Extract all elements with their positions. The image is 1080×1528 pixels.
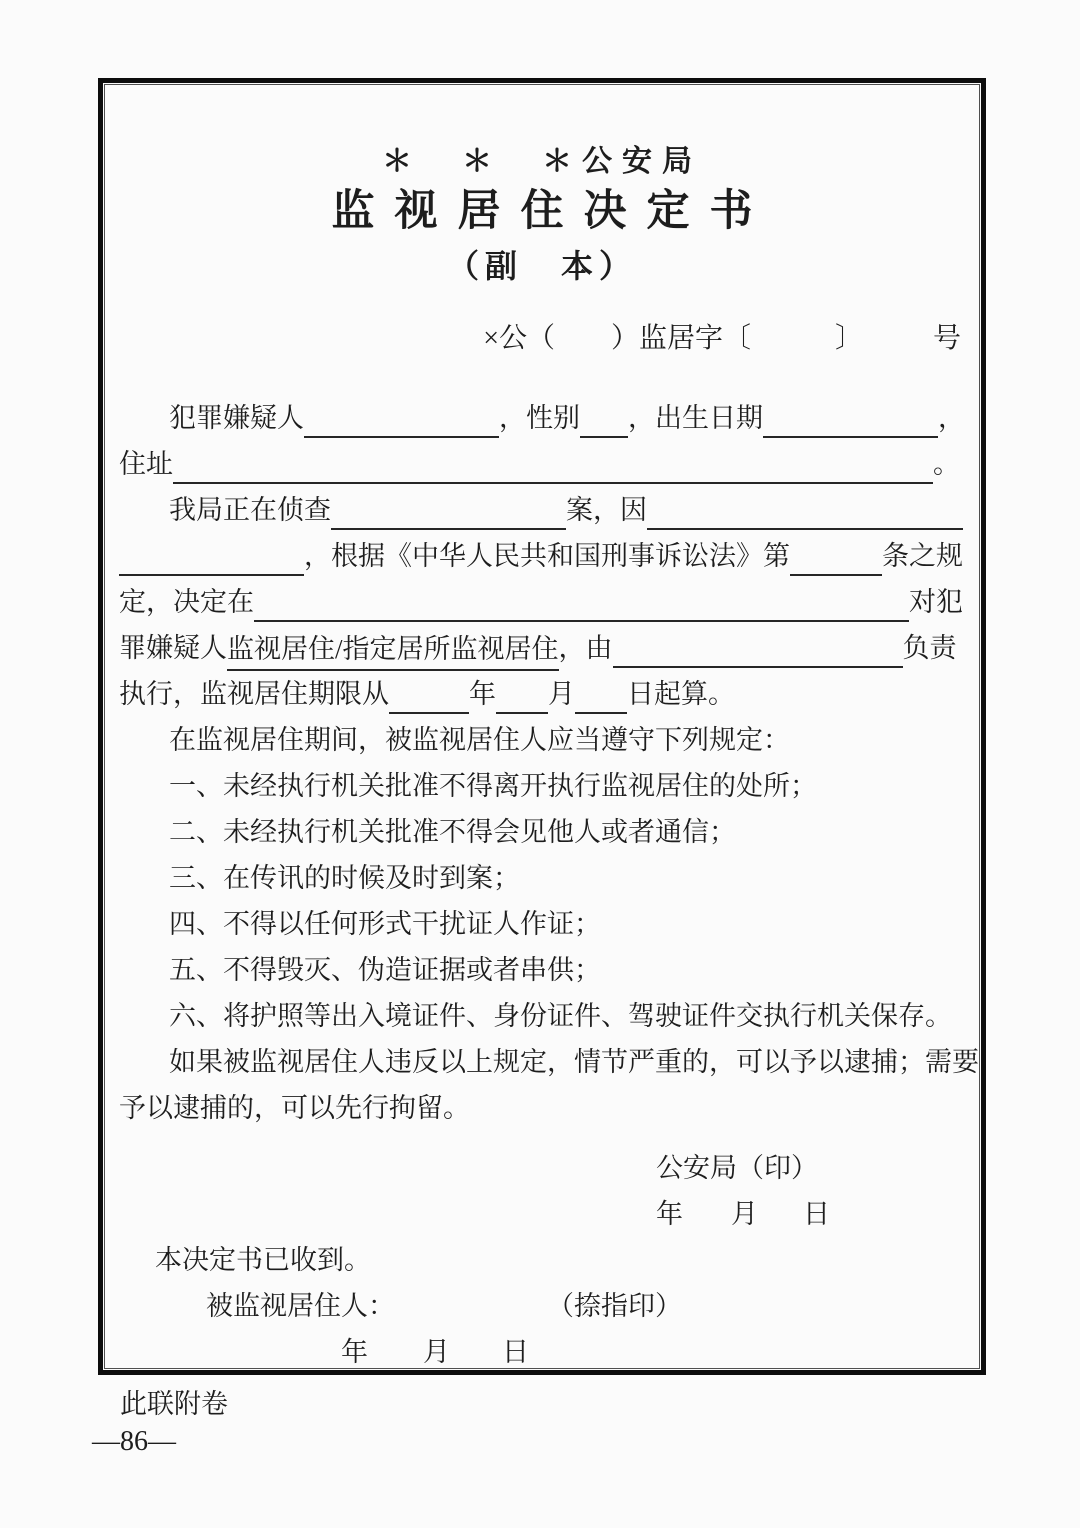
text-segment: 住址 bbox=[119, 449, 173, 479]
text-segment: ，由 bbox=[558, 633, 613, 663]
text-segment: 六、将护照等出入境证件、身份证件、驾驶证件交执行机关保存。 bbox=[169, 1001, 952, 1031]
line-address bbox=[119, 441, 965, 487]
text-segment: ， bbox=[938, 403, 965, 433]
blank-field bbox=[580, 396, 628, 438]
text-segment: 四、不得以任何形式干扰证人作证； bbox=[169, 909, 601, 939]
blank-field bbox=[304, 396, 499, 438]
blank-field bbox=[647, 488, 963, 530]
blank-field bbox=[254, 580, 909, 622]
form-body bbox=[119, 395, 979, 1369]
line-rule-2 bbox=[119, 809, 965, 855]
text-segment: 案，因 bbox=[566, 495, 647, 525]
form-outer-frame bbox=[98, 78, 986, 1375]
text-segment: ，性别 bbox=[499, 403, 580, 433]
line-rule-5 bbox=[119, 947, 965, 993]
text-segment: 月 bbox=[423, 1337, 450, 1367]
text-segment: 。 bbox=[933, 449, 960, 479]
text-segment: 予以逮捕的，可以先行拘留。 bbox=[119, 1093, 470, 1123]
text-segment: 日起算。 bbox=[627, 679, 735, 709]
line-case bbox=[119, 487, 965, 533]
line-rules-intro bbox=[119, 717, 965, 763]
blank-field bbox=[763, 396, 938, 438]
inline-gap bbox=[450, 1365, 502, 1369]
inline-gap bbox=[395, 1319, 547, 1329]
text-segment: 负责 bbox=[902, 633, 957, 663]
line-measure bbox=[119, 625, 965, 671]
line-decision-place bbox=[119, 579, 965, 625]
text-segment: 一、未经执行机关批准不得离开执行监视居住的处所； bbox=[169, 771, 817, 801]
text-segment: 月 bbox=[548, 679, 575, 709]
text-segment: 犯罪嫌疑人 bbox=[169, 403, 304, 433]
issuing-authority: ＊ ＊ ＊公安局 bbox=[382, 145, 702, 178]
text-segment: 条之规 bbox=[882, 541, 963, 571]
text-segment: 罪嫌疑人 bbox=[119, 633, 227, 663]
text-segment: 年 bbox=[656, 1199, 683, 1229]
line-receipt-sign bbox=[119, 1283, 965, 1329]
inline-gap bbox=[368, 1365, 423, 1369]
line-rule-1 bbox=[119, 763, 965, 809]
line-org-seal bbox=[119, 1145, 965, 1191]
blank-field bbox=[173, 442, 933, 484]
line-receipt-date bbox=[119, 1329, 965, 1369]
text-segment: 年 bbox=[341, 1337, 368, 1367]
line-suspect-info bbox=[119, 395, 965, 441]
line-receipt-ack bbox=[119, 1237, 965, 1283]
line-rule-6 bbox=[119, 993, 965, 1039]
text-segment: 二、未经执行机关批准不得会见他人或者通信； bbox=[169, 817, 736, 847]
text-segment: 年 bbox=[469, 679, 496, 709]
underlined-option-text: 监视居住/指定居所监视居住 bbox=[227, 626, 559, 671]
line-seal-date bbox=[119, 1191, 965, 1237]
form-subtitle: （副 本） bbox=[446, 248, 637, 284]
text-segment: 公安局（印） bbox=[656, 1153, 818, 1183]
blank-field bbox=[389, 672, 469, 714]
text-segment: 日 bbox=[803, 1199, 830, 1229]
text-segment: 月 bbox=[731, 1199, 758, 1229]
blank-field bbox=[496, 672, 548, 714]
form-title: 监视居住决定书 bbox=[331, 188, 773, 235]
inline-gap bbox=[758, 1227, 803, 1237]
line-law-basis bbox=[119, 533, 965, 579]
line-period bbox=[119, 671, 965, 717]
document-number-line: ×公（ ）监居字〔 〕 号 bbox=[483, 323, 961, 354]
text-segment: ，出生日期 bbox=[628, 403, 763, 433]
text-segment: 对犯 bbox=[909, 587, 963, 617]
text-segment: 我局正在侦查 bbox=[169, 495, 331, 525]
blank-field bbox=[119, 534, 304, 576]
filing-note: 此联附卷 bbox=[120, 1389, 228, 1419]
text-segment: 三、在传讯的时候及时到案； bbox=[169, 863, 520, 893]
page-number: —86— bbox=[92, 1426, 176, 1457]
blank-field bbox=[331, 488, 566, 530]
text-segment: 五、不得毁灭、伪造证据或者串供； bbox=[169, 955, 601, 985]
blank-field bbox=[575, 672, 627, 714]
blank-field bbox=[613, 626, 903, 668]
text-segment: ，根据《中华人民共和国刑事诉讼法》第 bbox=[304, 541, 790, 571]
form-inner-frame bbox=[104, 84, 980, 1369]
text-segment: 日 bbox=[502, 1337, 529, 1367]
spacer bbox=[119, 1131, 965, 1145]
line-rule-3 bbox=[119, 855, 965, 901]
line-rule-4 bbox=[119, 901, 965, 947]
text-segment: 被监视居住人： bbox=[206, 1291, 395, 1321]
line-warning-1 bbox=[119, 1039, 979, 1085]
text-segment: 本决定书已收到。 bbox=[155, 1245, 371, 1275]
text-segment: 定，决定在 bbox=[119, 587, 254, 617]
blank-field bbox=[790, 534, 882, 576]
text-segment: 在监视居住期间，被监视居住人应当遵守下列规定： bbox=[169, 725, 790, 755]
text-segment: 如果被监视居住人违反以上规定，情节严重的，可以予以逮捕；需要 bbox=[169, 1047, 979, 1077]
text-segment: （捺指印） bbox=[547, 1291, 682, 1321]
inline-gap bbox=[683, 1227, 731, 1237]
line-warning-2 bbox=[119, 1085, 965, 1131]
text-segment: 执行，监视居住期限从 bbox=[119, 679, 389, 709]
